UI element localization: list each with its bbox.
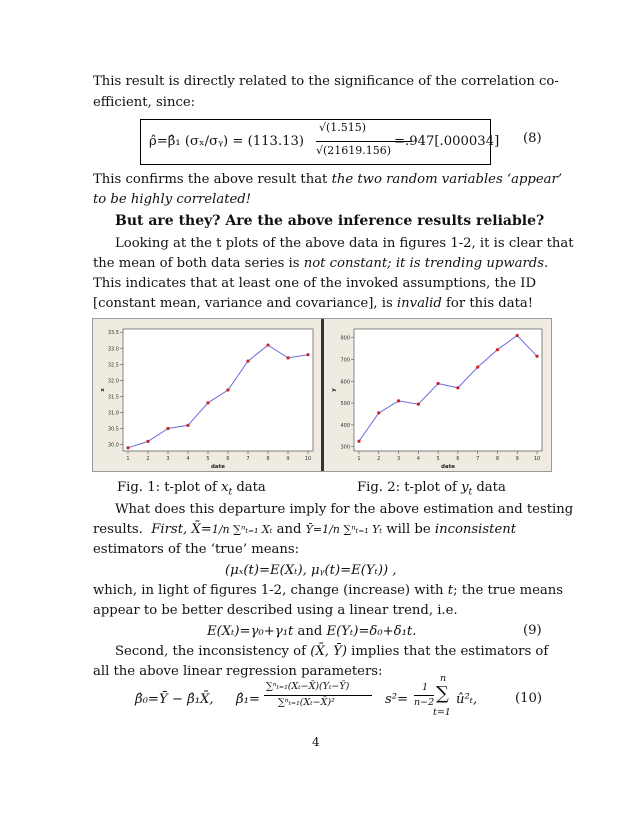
data-point: [535, 355, 538, 358]
para3-line1: Looking at the t plots of the above data in figures 1-2, it is clear that: [115, 236, 574, 251]
y-axis-label: y: [331, 388, 337, 392]
equation-10-number: (10): [515, 691, 543, 706]
data-point: [266, 343, 269, 346]
means-equation: (μₓ(t)=E(Xₜ), μᵧ(t)=E(Yₜ)) ,: [225, 563, 397, 578]
y-tick-label: 30.0: [107, 442, 119, 449]
page-number: 4: [312, 735, 320, 749]
data-point: [186, 424, 189, 427]
x-tick-label: 6: [226, 456, 230, 462]
equation-10-beta1-bar: [264, 695, 372, 696]
equation-10-sum-sign: ∑: [436, 683, 449, 704]
data-point: [226, 388, 229, 391]
equation-10-beta1-denominator: ∑ⁿₜ₌₁(Xₜ−X̄)²: [278, 697, 335, 708]
x-tick-label: 2: [377, 456, 381, 462]
data-point: [206, 401, 209, 404]
data-point: [377, 411, 380, 414]
data-point: [516, 334, 519, 337]
question-heading: But are they? Are the above inference results reliable?: [115, 213, 545, 229]
x-tick-label: 3: [166, 456, 170, 462]
equation-9: E(Xₜ)=γ₀+γ₁t and E(Yₜ)=δ₀+δ₁t.: [207, 624, 417, 639]
para4-line1: What does this departure imply for the above estimation and testing: [115, 502, 574, 517]
equation-10-s2-frac-den: n−2: [414, 697, 435, 708]
para3-line4: [constant mean, variance and covariance], is invalid for this data!: [93, 296, 534, 311]
equation-10-sum-bottom: t=1: [433, 707, 451, 718]
para3-line3: This indicates that at least one of the invoked assumptions, the ID: [93, 276, 537, 291]
y-tick-label: 33.5: [107, 330, 119, 337]
x-axis-label: date: [440, 464, 456, 470]
equation-9-number: (9): [523, 623, 542, 638]
equation-10-sum-top: n: [440, 673, 447, 684]
figure-1-caption: Fig. 1: t-plot of $x_t$ data: [117, 480, 266, 498]
equation-8-lhs: ρ̂=β̂₁ (σₓ/σᵧ) = (113.13): [149, 134, 305, 149]
para1-line2: efficient, since:: [93, 95, 196, 110]
data-point: [246, 360, 249, 363]
equation-8-sqrt-num: √(1.515): [319, 121, 367, 134]
data-point: [166, 427, 169, 430]
y-tick-label: 32.0: [107, 378, 119, 385]
x-tick-label: 4: [186, 456, 190, 462]
para5-line2: appear to be better described using a linear trend, i.e.: [93, 603, 458, 618]
plot-area: [123, 329, 313, 451]
y-tick-label: 800: [340, 335, 350, 342]
para6-line1: Second, the inconsistency of (X̄, Ȳ) implies that the estimators of: [115, 644, 549, 659]
y-tick-label: 31.0: [107, 410, 119, 417]
equation-8-box: [140, 119, 500, 165]
equation-8-result: =.947[.000034]: [394, 134, 500, 149]
data-point: [126, 446, 129, 449]
y-tick-label: 33.0: [107, 346, 119, 353]
data-point: [146, 440, 149, 443]
equation-10-s2-frac-num: 1: [422, 682, 429, 693]
y-tick-label: 400: [340, 422, 350, 429]
equation-8-sqrt-den: √(21619.156): [316, 144, 392, 157]
x-tick-label: 10: [533, 456, 541, 462]
data-point: [357, 440, 360, 443]
equation-10-beta0: β̂₀=Ȳ − β̂₁X̄,: [135, 692, 214, 707]
y-axis-label: x: [100, 388, 106, 392]
x-tick-label: 3: [396, 456, 401, 462]
x-tick-label: 9: [286, 456, 290, 462]
y-tick-label: 32.5: [107, 362, 119, 369]
x-tick-label: 7: [476, 456, 480, 462]
equation-10-s2-term: û²ₜ,: [456, 692, 478, 707]
x-tick-label: 5: [206, 456, 210, 462]
y-tick-label: 300: [340, 444, 350, 451]
y-tick-label: 31.5: [107, 394, 119, 401]
data-point: [397, 399, 400, 402]
y-tick-label: 500: [340, 401, 350, 408]
data-point: [456, 386, 459, 389]
equation-8-number: (8): [523, 131, 542, 146]
figures-panel: [92, 318, 552, 472]
plot-area: [354, 329, 542, 451]
x-tick-label: 7: [246, 456, 250, 462]
data-point: [476, 366, 479, 369]
para4-line2: results. First, X̄=1/n ∑ⁿₜ₌₁ Xₜ and Ȳ=1/n ∑ⁿₜ₌₁ Yₜ will be inconsistent: [93, 522, 517, 537]
para5-line1: which, in light of figures 1-2, change (increase) with t; the true means: [93, 583, 564, 598]
equation-10-beta1-numerator: ∑ⁿₜ₌₁(Xₜ−X̄)(Yₜ−Ȳ): [266, 681, 350, 692]
equation-10-s2-lhs: s²=: [385, 692, 409, 707]
data-point: [306, 353, 309, 356]
para2-line1: This confirms the above result that the two random variables ‘appear’: [93, 172, 563, 187]
equation-10-s2-bar: [414, 695, 434, 696]
para6-line2: all the above linear regression parameters:: [93, 664, 383, 679]
x-tick-label: 9: [515, 456, 519, 462]
data-point: [417, 403, 420, 406]
x-tick-label: 1: [357, 456, 361, 462]
y-tick-label: 600: [340, 379, 350, 386]
x-tick-label: 10: [304, 456, 312, 462]
data-point: [286, 356, 289, 359]
x-tick-label: 5: [436, 456, 440, 462]
para1-line1: This result is directly related to the significance of the correlation co-: [93, 74, 559, 89]
x-tick-label: 8: [495, 456, 500, 462]
y-tick-label: 700: [340, 357, 350, 364]
equation-10-beta1-lhs: β̂₁=: [236, 692, 260, 707]
x-axis-label: date: [210, 464, 226, 470]
x-tick-label: 8: [266, 456, 270, 462]
figure-2-caption: Fig. 2: t-plot of $y_t$ data: [357, 480, 506, 498]
data-point: [437, 382, 440, 385]
para2-line2: to be highly correlated!: [93, 192, 252, 207]
x-tick-label: 2: [146, 456, 150, 462]
data-point: [496, 348, 499, 351]
para4-line3: estimators of the ‘true’ means:: [93, 542, 300, 557]
x-tick-label: 6: [456, 456, 460, 462]
chart-x-tplot: [93, 319, 321, 471]
chart-y-tplot: [324, 319, 551, 471]
para3-line2: the mean of both data series is not constant; it is trending upwards.: [93, 256, 549, 271]
x-tick-label: 1: [126, 456, 130, 462]
x-tick-label: 4: [416, 456, 420, 462]
y-tick-label: 30.5: [107, 426, 119, 433]
